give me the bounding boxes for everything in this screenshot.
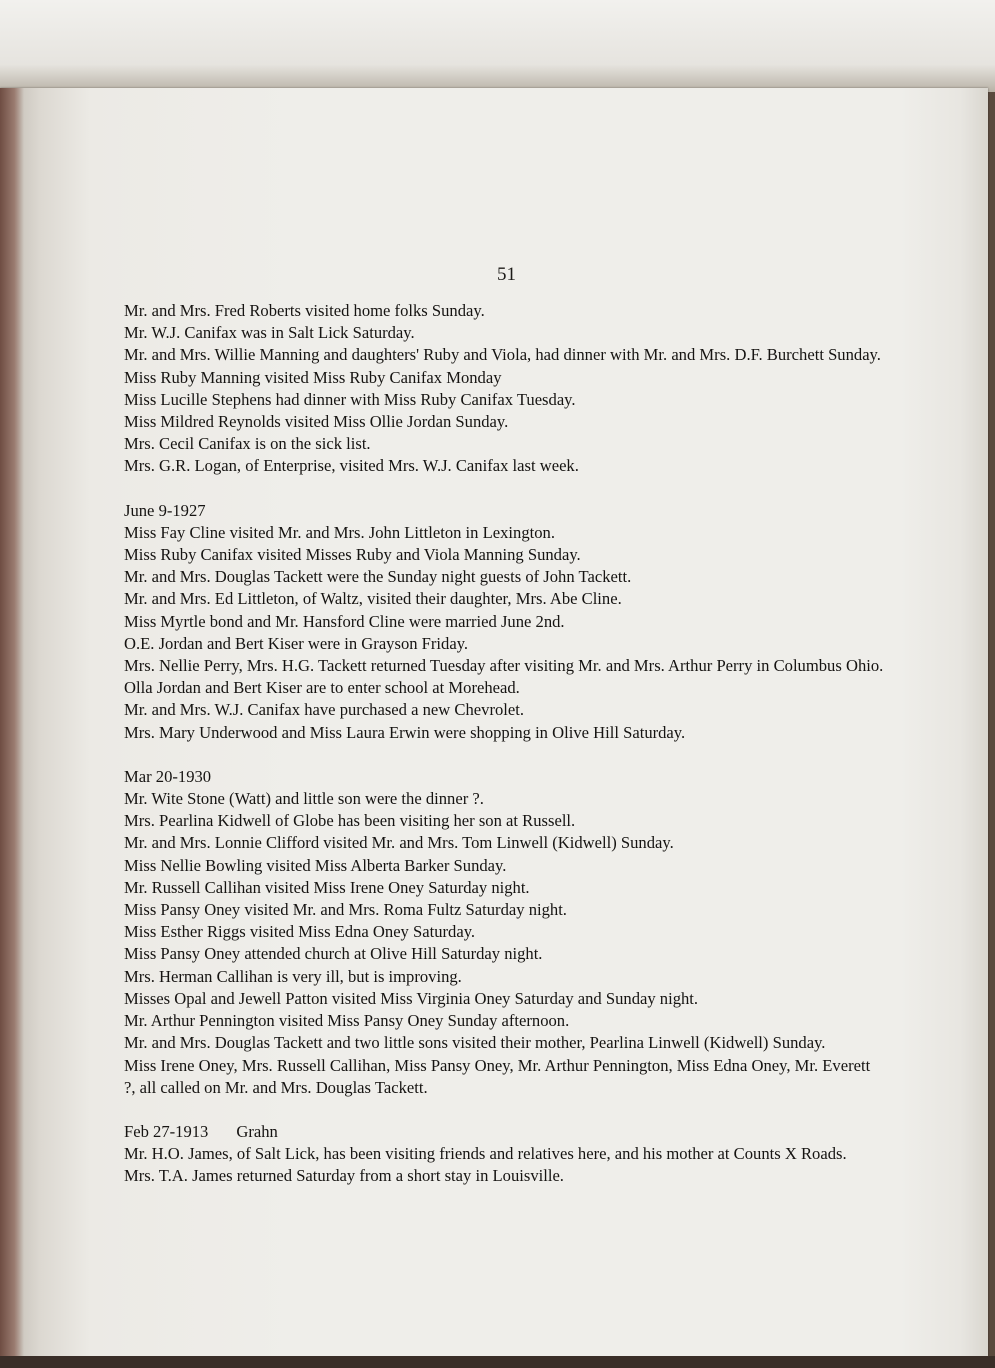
news-item: Miss Lucille Stephens had dinner with Miss Ruby Canifax Tuesday. <box>124 389 576 409</box>
news-item: Miss Mildred Reynolds visited Miss Ollie Jordan Sunday. <box>124 412 509 432</box>
section-date-heading <box>124 500 884 522</box>
news-item: Mrs. Pearlina Kidwell of Globe has been visiting her son at Russell. <box>124 811 576 831</box>
news-item: Mrs. Cecil Canifax is on the sick list. <box>124 434 371 454</box>
news-item: Mr. and Mrs. Willie Manning and daughters' Ruby and Viola, had dinner with Mr. and Mrs. D.F. Burchett Sunday. <box>124 345 881 365</box>
news-item: Mr. and Mrs. Douglas Tackett and two little sons visited their mother, Pearlina Linwell (Kidwell) Sunday. <box>124 1033 826 1053</box>
section-place: Grahn <box>236 1121 278 1141</box>
news-item: Miss Pansy Oney visited Mr. and Mrs. Roma Fultz Saturday night. <box>124 900 567 920</box>
news-item: Miss Esther Riggs visited Miss Edna Oney Saturday. <box>124 922 476 942</box>
news-item: Mrs. Mary Underwood and Miss Laura Erwin were shopping in Olive Hill Saturday. <box>124 722 686 742</box>
news-section <box>124 300 884 478</box>
news-item: Mrs. G.R. Logan, of Enterprise, visited Mrs. W.J. Canifax last week. <box>124 456 579 476</box>
news-item: Miss Fay Cline visited Mr. and Mrs. John Littleton in Lexington. <box>124 522 555 542</box>
news-item: Mr. Wite Stone (Watt) and little son were the dinner ?. <box>124 789 484 809</box>
news-item: Mr. W.J. Canifax was in Salt Lick Saturday. <box>124 323 415 343</box>
news-item: Mr. Arthur Pennington visited Miss Pansy Oney Sunday afternoon. <box>124 1011 570 1031</box>
scanner-top-margin <box>0 0 995 92</box>
news-item: Mr. and Mrs. W.J. Canifax have purchased a new Chevrolet. <box>124 700 524 720</box>
news-item: Mr. and Mrs. Douglas Tackett were the Sunday night guests of John Tackett. <box>124 567 632 587</box>
section-date-heading <box>124 1121 884 1143</box>
news-item: Mrs. Nellie Perry, Mrs. H.G. Tackett returned Tuesday after visiting Mr. and Mrs. Arthur Perry in Columbus Ohio. <box>124 656 884 676</box>
news-item: Miss Ruby Manning visited Miss Ruby Canifax Monday <box>124 367 502 387</box>
scanner-bottom-margin <box>0 1356 995 1368</box>
news-item: Mr. and Mrs. Lonnie Clifford visited Mr. and Mrs. Tom Linwell (Kidwell) Sunday. <box>124 833 674 853</box>
news-item: Mr. H.O. James, of Salt Lick, has been visiting friends and relatives here, and his mother at Counts X Roads. <box>124 1144 847 1164</box>
page-number: 51 <box>497 264 516 285</box>
news-item: Olla Jordan and Bert Kiser are to enter school at Morehead. <box>124 678 520 698</box>
news-section <box>124 500 884 744</box>
news-item: Mrs. T.A. James returned Saturday from a short stay in Louisville. <box>124 1166 564 1186</box>
news-item: Miss Ruby Canifax visited Misses Ruby and Viola Manning Sunday. <box>124 545 581 565</box>
news-columns <box>124 300 884 1210</box>
section-date-heading <box>124 766 884 788</box>
news-item: Mrs. Herman Callihan is very ill, but is improving. <box>124 966 462 986</box>
news-item: Misses Opal and Jewell Patton visited Miss Virginia Oney Saturday and Sunday night. <box>124 988 699 1008</box>
news-item: Mr. and Mrs. Ed Littleton, of Waltz, visited their daughter, Mrs. Abe Cline. <box>124 589 622 609</box>
news-section <box>124 766 884 1099</box>
news-item: O.E. Jordan and Bert Kiser were in Grayson Friday. <box>124 633 469 653</box>
section-date: June 9-1927 <box>124 500 206 520</box>
news-item: Miss Irene Oney, Mrs. Russell Callihan, Miss Pansy Oney, Mr. Arthur Pennington, Miss Edna Oney, Mr. Everett ?, all called on Mr. and Mrs. Douglas Tackett. <box>124 1055 871 1097</box>
news-item: Mr. and Mrs. Fred Roberts visited home folks Sunday. <box>124 301 485 320</box>
news-section <box>124 1121 884 1188</box>
section-date: Mar 20-1930 <box>124 766 212 786</box>
news-item: Miss Myrtle bond and Mr. Hansford Cline were married June 2nd. <box>124 611 565 631</box>
section-date: Feb 27-1913 <box>124 1121 209 1141</box>
news-item: Miss Pansy Oney attended church at Olive Hill Saturday night. <box>124 944 543 964</box>
news-item: Miss Nellie Bowling visited Miss Alberta Barker Sunday. <box>124 855 507 875</box>
news-item: Mr. Russell Callihan visited Miss Irene Oney Saturday night. <box>124 877 530 897</box>
